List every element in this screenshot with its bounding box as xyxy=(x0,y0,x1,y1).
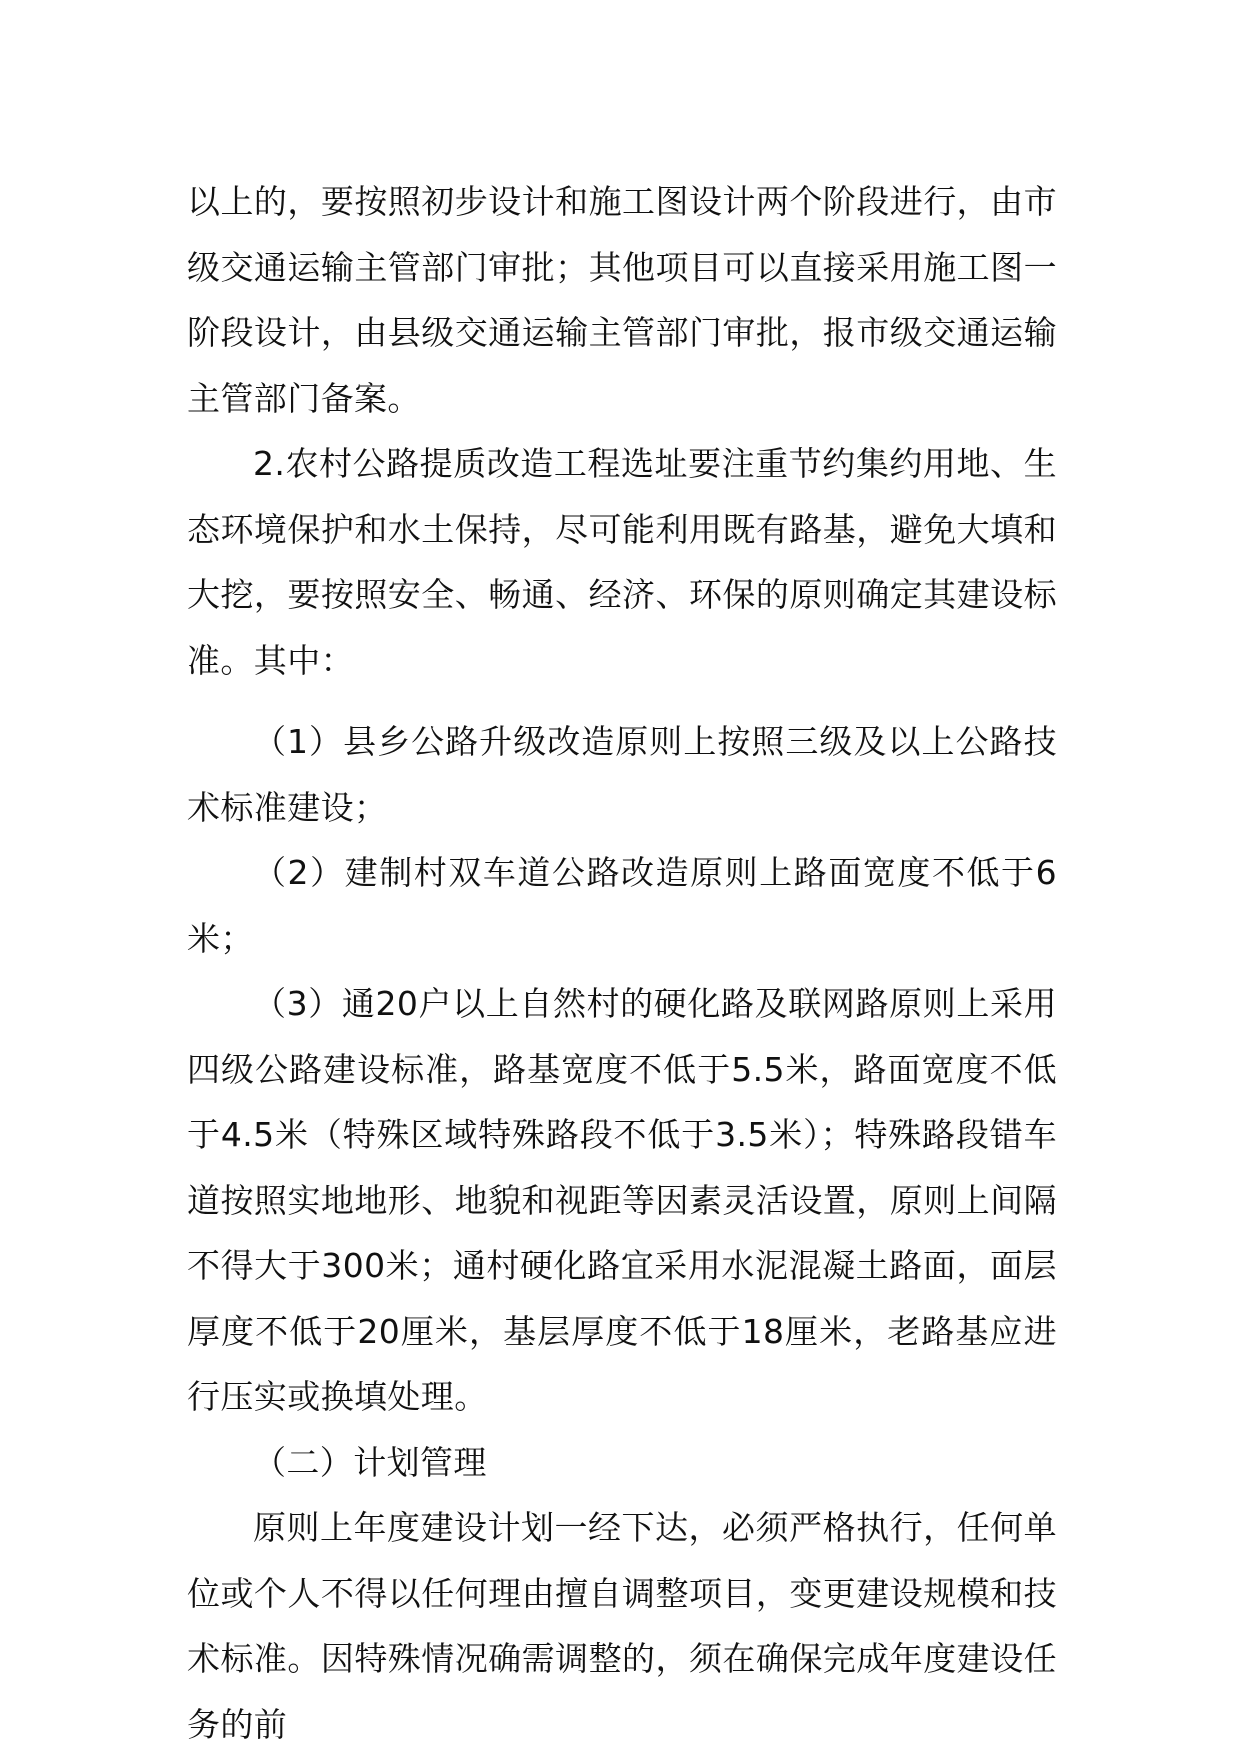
paragraph-item-2: （2）建制村双车道公路改造原则上路面宽度不低于6米； xyxy=(187,853,1057,958)
paragraph-site-selection: 2.农村公路提质改造工程选址要注重节约集约用地、生态环境保护和水土保持，尽可能利用既有路基，避免大填和大挖，要按照安全、畅通、经济、环保的原则确定其建设标准。其中： xyxy=(187,444,1057,680)
paragraph-design-approval: 以上的，要按照初步设计和施工图设计两个阶段进行，由市级交通运输主管部门审批；其他项目可以直接采用施工图一阶段设计，由县级交通运输主管部门审批，报市级交通运输主管部门备案。 xyxy=(187,182,1057,418)
document-body xyxy=(187,169,1057,1757)
section-heading-plan-management: （二）计划管理 xyxy=(253,1442,487,1482)
paragraph-item-3: （3）通20户以上自然村的硬化路及联网路原则上采用四级公路建设标准，路基宽度不低于5.5米，路面宽度不低于4.5米（特殊区域特殊路段不低于3.5米）；特殊路段错车道按照实地地形、地貌和视距等因素灵活设置，原则上间隔不得大于300米；通村硬化路宜采用水泥混凝土路面，面层厚度不低于20厘米，基层厚度不低于18厘米，老路基应进行压实或换填处理。 xyxy=(187,984,1057,1416)
paragraph-plan-management: 原则上年度建设计划一经下达，必须严格执行，任何单位或个人不得以任何理由擅自调整项目，变更建设规模和技术标准。因特殊情况确需调整的，须在确保完成年度建设任务的前 xyxy=(187,1508,1057,1744)
paragraph-item-1: （1）县乡公路升级改造原则上按照三级及以上公路技术标准建设； xyxy=(187,722,1057,827)
